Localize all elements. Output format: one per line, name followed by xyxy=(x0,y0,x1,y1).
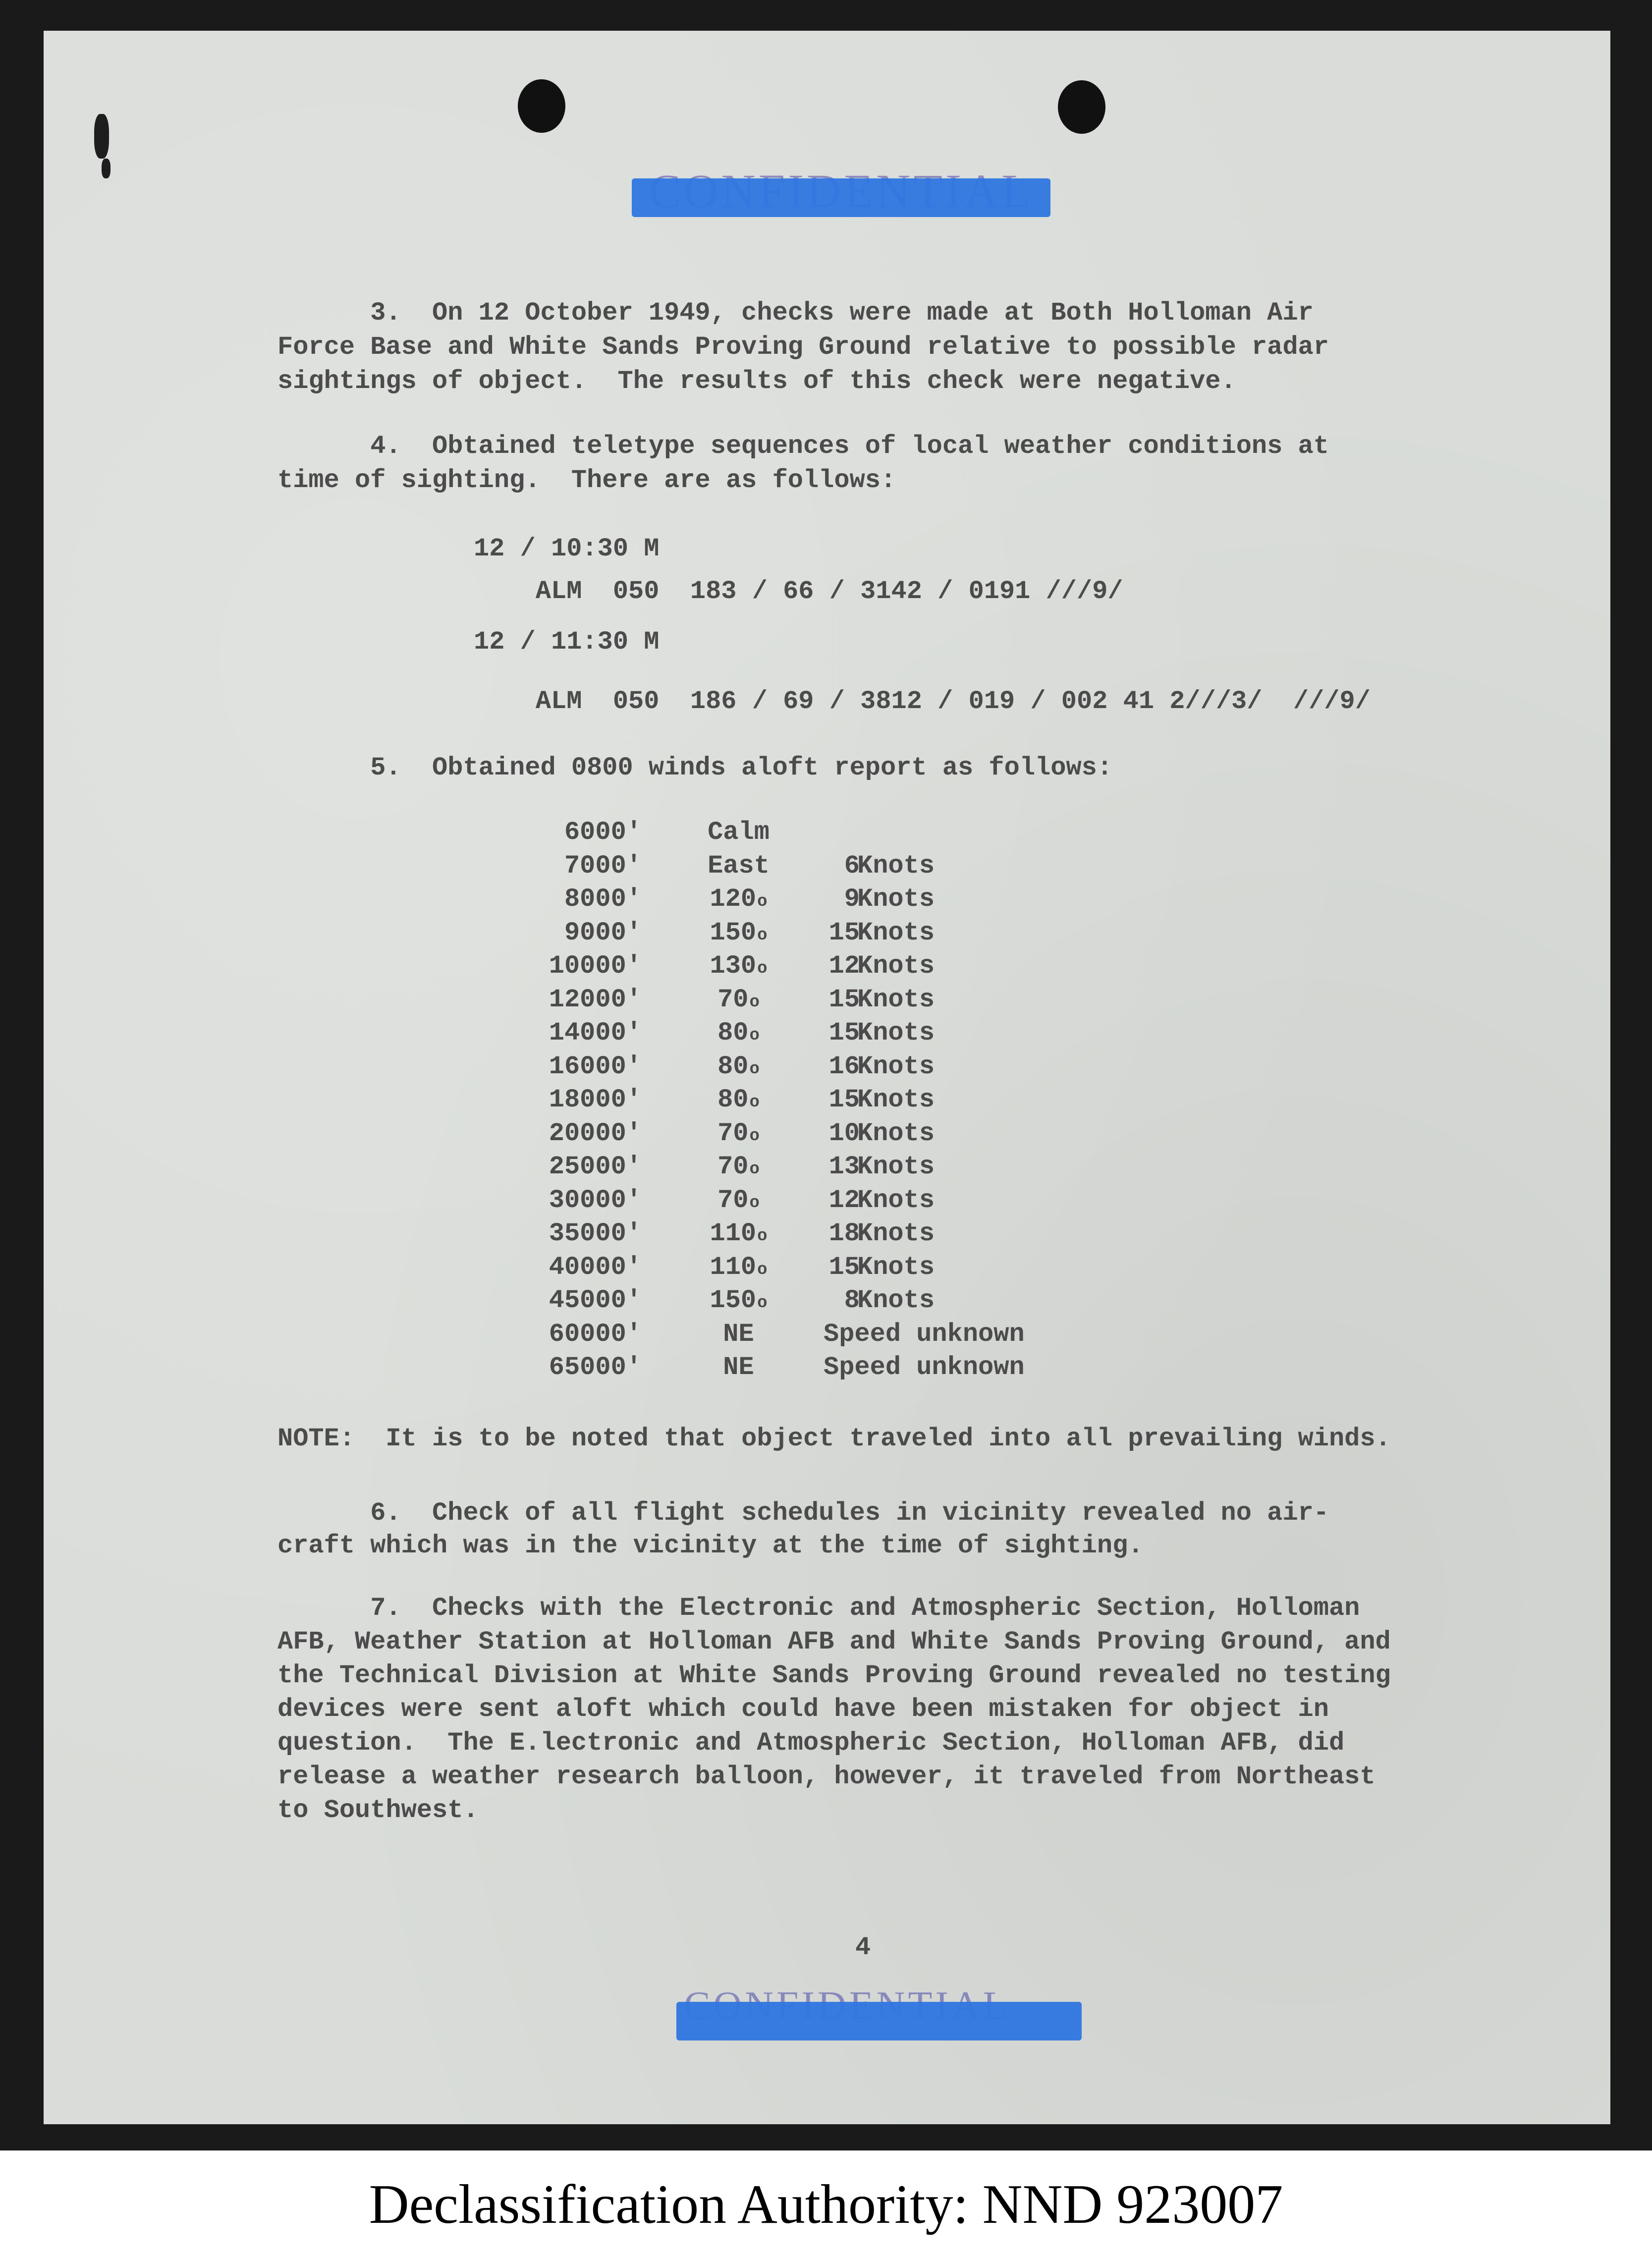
degree-mark: o xyxy=(757,1260,768,1279)
edge-smudge xyxy=(102,159,110,178)
wind-direction xyxy=(703,1119,774,1148)
degree-mark: o xyxy=(749,992,760,1012)
wind-altitude: 10000' xyxy=(549,951,642,981)
top-stamp-redaction xyxy=(632,178,1050,217)
degree-mark: o xyxy=(757,959,768,978)
wind-speed-unit: Knots xyxy=(857,985,935,1014)
para-7-line-5: question. The E.lectronic and Atmospheric Section, Holloman AFB, did xyxy=(277,1728,1345,1758)
wind-speed: 6 xyxy=(844,851,860,881)
wind-speed-unit: Knots xyxy=(857,851,935,881)
degree-mark: o xyxy=(757,892,768,911)
note-line: NOTE: It is to be noted that object traveled into all prevailing winds. xyxy=(277,1424,1391,1453)
degree-mark: o xyxy=(749,1126,760,1146)
para-3-line-1: 3. On 12 October 1949, checks were made at Both Holloman Air xyxy=(277,298,1314,328)
para-7-line-2: AFB, Weather Station at Holloman AFB and White Sands Proving Ground, and xyxy=(277,1627,1391,1656)
wind-speed-unit: Knots xyxy=(857,884,935,914)
wind-direction-value: 70 xyxy=(717,985,749,1014)
wind-direction-value: 120 xyxy=(710,884,757,914)
wind-speed-unit: Knots xyxy=(857,1018,935,1047)
wind-row xyxy=(0,1219,935,1249)
wind-direction-value: 80 xyxy=(717,1085,749,1114)
winds-aloft-table xyxy=(0,818,1652,1387)
wind-speed: 15 xyxy=(828,1085,860,1114)
degree-mark: o xyxy=(757,1294,768,1313)
wind-row xyxy=(0,951,935,981)
wind-direction-value: 150 xyxy=(710,1286,757,1315)
wind-row xyxy=(0,1018,935,1048)
wind-speed: 15 xyxy=(828,918,860,947)
para-4-line-2: time of sighting. There are as follows: xyxy=(277,466,896,495)
wind-direction xyxy=(703,1353,774,1382)
wind-altitude: 65000' xyxy=(549,1353,642,1382)
wind-speed-unit: Knots xyxy=(857,1118,935,1148)
para-7-line-6: release a weather research balloon, however, it traveled from Northeast xyxy=(277,1762,1376,1791)
wind-row xyxy=(0,918,935,948)
wind-altitude: 20000' xyxy=(549,1118,642,1148)
wind-direction xyxy=(703,1253,774,1282)
wind-speed-unit: Knots xyxy=(857,1051,935,1081)
para-7-line-4: devices were sent aloft which could have been mistaken for object in xyxy=(277,1695,1329,1724)
page-number: 4 xyxy=(855,1933,871,1962)
wind-row xyxy=(0,818,770,847)
para-3-line-3: sightings of object. The results of this check were negative. xyxy=(277,367,1236,396)
teletype-sequence-2: ALM 050 186 / 69 / 3812 / 019 / 002 41 2///3/ ///9/ xyxy=(474,687,1371,716)
wind-direction xyxy=(703,1018,774,1047)
wind-speed: 15 xyxy=(828,1018,860,1047)
wind-altitude: 35000' xyxy=(549,1219,642,1248)
punch-hole-left xyxy=(518,79,565,133)
wind-direction xyxy=(703,1320,774,1349)
degree-mark: o xyxy=(749,1160,760,1179)
para-5: 5. Obtained 0800 winds aloft report as follows: xyxy=(277,753,1113,782)
wind-direction-value: 130 xyxy=(710,951,757,981)
wind-speed: 15 xyxy=(828,1252,860,1282)
degree-mark: o xyxy=(757,926,768,945)
degree-mark: o xyxy=(749,1059,760,1079)
wind-row xyxy=(0,1319,1025,1349)
wind-direction xyxy=(703,951,774,981)
wind-speed-unit: Knots xyxy=(857,918,935,947)
teletype-time-1: 12 / 10:30 M xyxy=(474,534,660,563)
wind-direction-value: NE xyxy=(723,1319,754,1349)
wind-altitude: 16000' xyxy=(549,1051,642,1081)
wind-altitude: 9000' xyxy=(564,918,642,947)
wind-speed: 12 xyxy=(828,1185,860,1215)
wind-speed-unit: Speed unknown xyxy=(824,1353,1025,1382)
para-7-line-7: to Southwest. xyxy=(277,1796,479,1825)
wind-speed-unit: Knots xyxy=(857,951,935,981)
wind-row xyxy=(0,1051,935,1082)
wind-altitude: 12000' xyxy=(549,985,642,1014)
wind-direction-value: NE xyxy=(723,1353,754,1382)
wind-direction-value: East xyxy=(708,851,770,881)
teletype-time-2: 12 / 11:30 M xyxy=(474,627,660,657)
wind-speed: 9 xyxy=(844,884,860,914)
wind-direction-value: 70 xyxy=(717,1185,749,1215)
wind-direction xyxy=(703,918,774,947)
wind-speed-unit: Knots xyxy=(857,1252,935,1282)
wind-direction-value: 110 xyxy=(710,1252,757,1282)
wind-direction xyxy=(703,985,774,1014)
wind-direction xyxy=(703,1152,774,1181)
punch-hole-right xyxy=(1058,80,1105,134)
wind-row xyxy=(0,985,935,1015)
wind-direction-value: Calm xyxy=(708,818,770,847)
wind-row xyxy=(0,1185,935,1215)
wind-row xyxy=(0,1252,935,1282)
degree-mark: o xyxy=(749,1093,760,1112)
wind-altitude: 8000' xyxy=(564,884,642,914)
degree-mark: o xyxy=(757,1227,768,1246)
wind-speed: 10 xyxy=(828,1118,860,1148)
wind-altitude: 7000' xyxy=(564,851,642,881)
wind-row xyxy=(0,884,935,914)
wind-altitude: 25000' xyxy=(549,1152,642,1181)
wind-direction-value: 80 xyxy=(717,1018,749,1047)
wind-direction xyxy=(703,851,774,881)
wind-direction-value: 150 xyxy=(710,918,757,947)
wind-speed-unit: Speed unknown xyxy=(824,1319,1025,1349)
para-3-line-2: Force Base and White Sands Proving Ground relative to possible radar xyxy=(277,332,1329,362)
wind-direction xyxy=(703,818,774,847)
para-7-line-1: 7. Checks with the Electronic and Atmospheric Section, Holloman xyxy=(277,1594,1360,1623)
wind-row xyxy=(0,1286,935,1316)
wind-direction xyxy=(703,1219,774,1248)
wind-direction xyxy=(703,884,774,914)
wind-altitude: 45000' xyxy=(549,1286,642,1315)
wind-direction-value: 70 xyxy=(717,1118,749,1148)
wind-speed: 15 xyxy=(828,985,860,1014)
wind-altitude: 18000' xyxy=(549,1085,642,1114)
wind-speed-unit: Knots xyxy=(857,1286,935,1315)
wind-speed-unit: Knots xyxy=(857,1085,935,1114)
wind-row xyxy=(0,1118,935,1149)
wind-row xyxy=(0,851,935,881)
wind-altitude: 30000' xyxy=(549,1185,642,1215)
wind-row xyxy=(0,1085,935,1115)
bottom-stamp-redaction xyxy=(676,2002,1082,2040)
wind-speed: 8 xyxy=(844,1286,860,1315)
wind-row xyxy=(0,1353,1025,1382)
wind-direction xyxy=(703,1085,774,1114)
wind-direction-value: 70 xyxy=(717,1152,749,1181)
wind-speed-unit: Knots xyxy=(857,1185,935,1215)
wind-direction-value: 80 xyxy=(717,1051,749,1081)
wind-altitude: 6000' xyxy=(564,818,642,847)
wind-direction xyxy=(703,1286,774,1315)
degree-mark: o xyxy=(749,1026,760,1045)
wind-altitude: 14000' xyxy=(549,1018,642,1047)
wind-row xyxy=(0,1152,935,1182)
wind-direction xyxy=(703,1052,774,1081)
wind-speed-unit: Knots xyxy=(857,1152,935,1181)
wind-altitude: 40000' xyxy=(549,1252,642,1282)
para-4-line-1: 4. Obtained teletype sequences of local weather conditions at xyxy=(277,432,1329,461)
para-6-line-1: 6. Check of all flight schedules in vicinity revealed no air- xyxy=(277,1498,1329,1528)
wind-speed: 12 xyxy=(828,951,860,981)
declassification-footer: Declassification Authority: NND 923007 xyxy=(369,2174,1283,2235)
wind-speed: 13 xyxy=(828,1152,860,1181)
edge-smudge xyxy=(94,114,109,159)
wind-altitude: 60000' xyxy=(549,1319,642,1349)
wind-direction xyxy=(703,1186,774,1215)
wind-speed: 16 xyxy=(828,1051,860,1081)
wind-speed: 18 xyxy=(828,1219,860,1248)
wind-speed-unit: Knots xyxy=(857,1219,935,1248)
degree-mark: o xyxy=(749,1193,760,1212)
para-6-line-2: craft which was in the vicinity at the time of sighting. xyxy=(277,1531,1144,1560)
para-7-line-3: the Technical Division at White Sands Proving Ground revealed no testing xyxy=(277,1661,1391,1690)
teletype-sequence-1: ALM 050 183 / 66 / 3142 / 0191 ///9/ xyxy=(474,577,1123,606)
wind-direction-value: 110 xyxy=(710,1219,757,1248)
